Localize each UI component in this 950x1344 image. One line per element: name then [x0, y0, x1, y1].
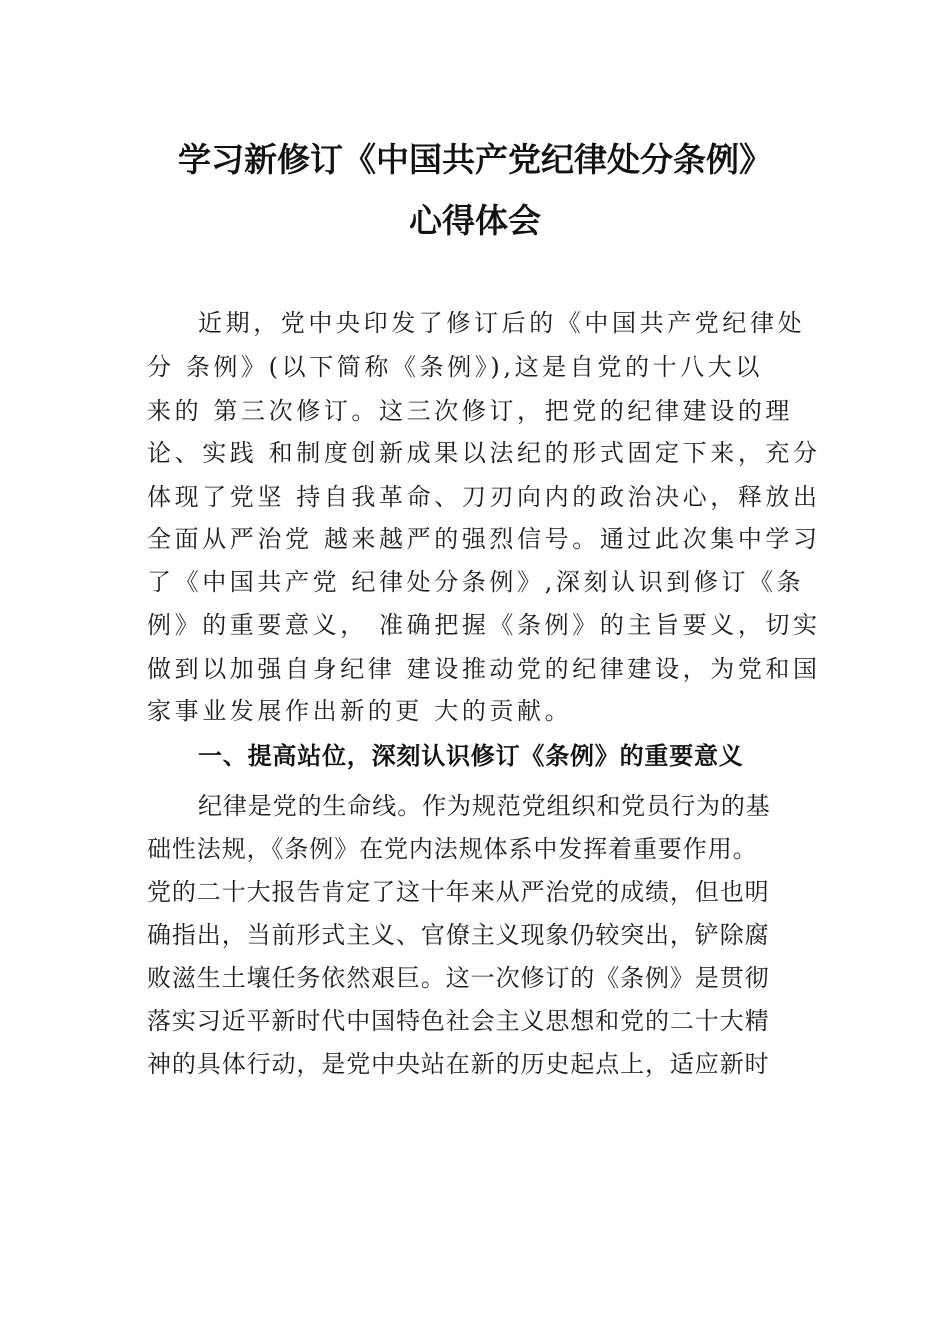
paragraph-line: 础性法规，《条例》在党内法规体系中发挥着重要作用。 — [147, 835, 758, 863]
paragraph-line: 分 条例》(以下简称《条例》),这是自党的十八大以 — [147, 353, 763, 381]
paragraph-line: 例》的重要意义， 准确把握《条例》的主旨要义，切实 — [147, 611, 821, 639]
paragraph-line: 近期，党中央印发了修订后的《中国共产党纪律处 — [198, 309, 806, 337]
paragraph-line: 神的具体行动，是党中央站在新的历史起点上，适应新时 — [147, 1050, 770, 1078]
paragraph-line: 落实习近平新时代中国特色社会主义思想和党的二十大精 — [147, 1007, 770, 1035]
paragraph-line: 全面从严治党 越来越严的强烈信号。通过此次集中学习 — [147, 525, 821, 553]
document-title-line-1: 学习新修订《中国共产党纪律处分条例》 — [178, 140, 772, 179]
paragraph-line: 了《中国共产党 纪律处分条例》,深刻认识到修订《条 — [147, 568, 805, 596]
paragraph-line: 败滋生土壤任务依然艰巨。这一次修订的《条例》是贯彻 — [147, 964, 770, 992]
paragraph-line: 来的 第三次修订。这三次修订，把党的纪律建设的理 — [147, 397, 794, 425]
paragraph-line: 党的二十大报告肯定了这十年来从严治党的成绩，但也明 — [147, 878, 770, 906]
paragraph-line: 做到以加强自身纪律 建设推动党的纪律建设，为党和国 — [147, 655, 821, 683]
section-heading: 一、提高站位，深刻认识修订《条例》的重要意义 — [198, 742, 744, 770]
document-title-line-2: 心得体会 — [409, 201, 541, 240]
paragraph-line: 确指出，当前形式主义、官僚主义现象仍较突出，铲除腐 — [147, 921, 770, 949]
paragraph-line: 论、实践 和制度创新成果以法纪的形式固定下来，充分 — [147, 439, 821, 467]
paragraph-line: 家事业发展作出新的更 大的贡献。 — [147, 697, 573, 725]
paragraph-line: 纪律是党的生命线。作为规范党组织和党员行为的基 — [198, 792, 771, 820]
paragraph-line: 体现了党坚 持自我革命、刀刃向内的政治决心，释放出 — [147, 483, 821, 511]
